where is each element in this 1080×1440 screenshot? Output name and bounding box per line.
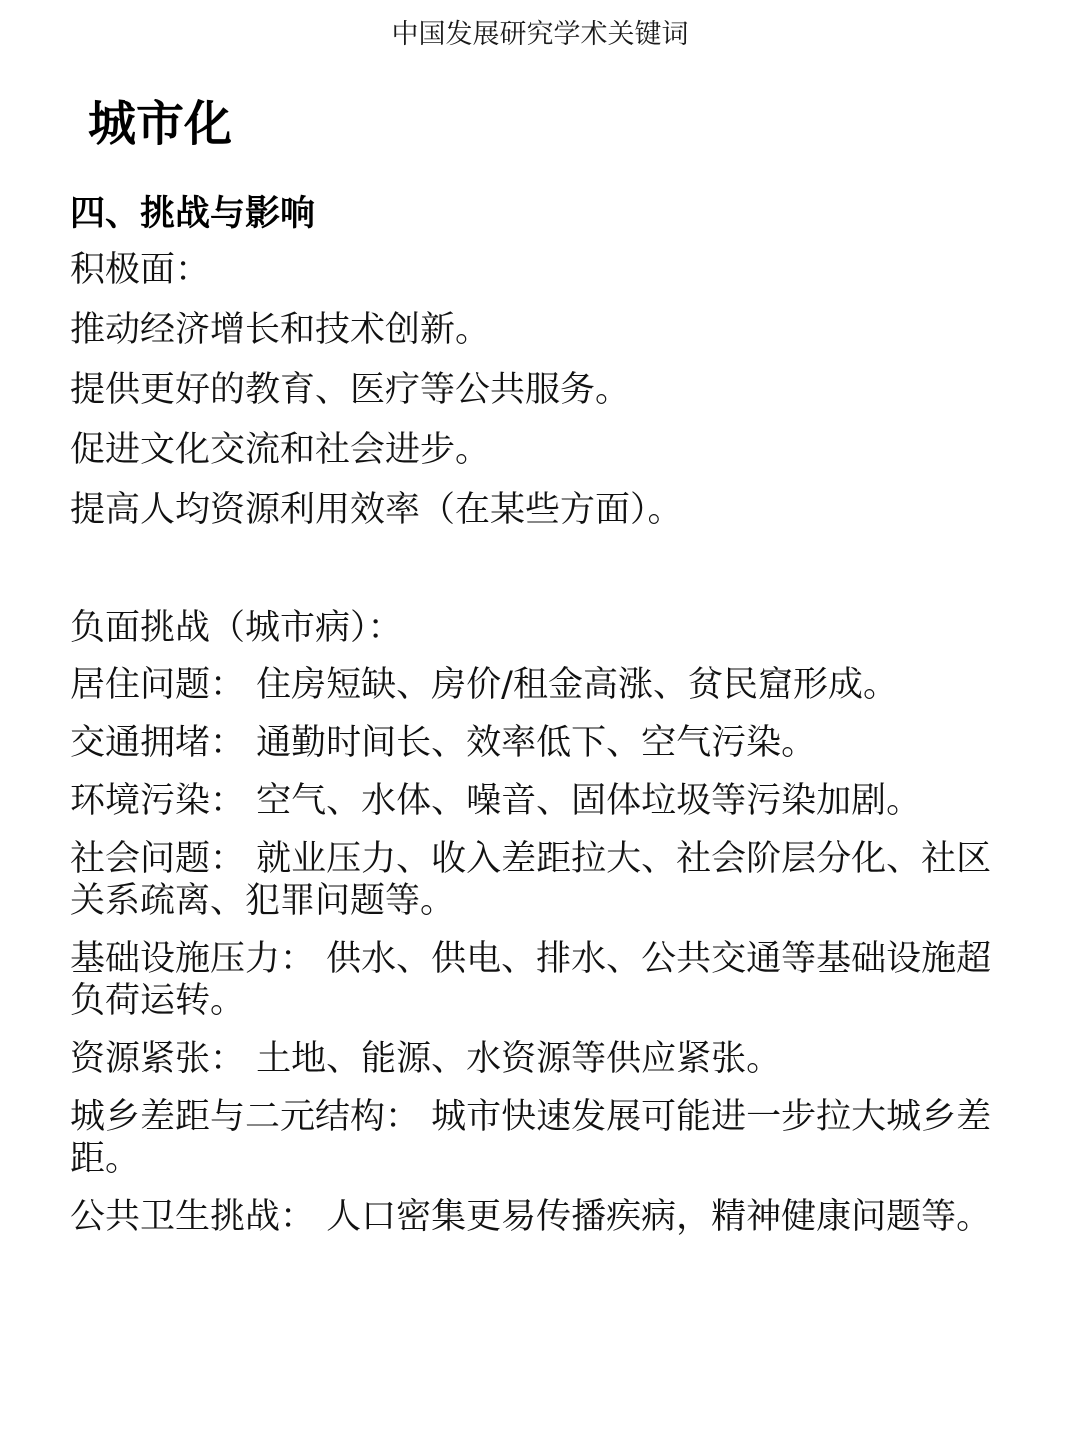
item-text: 土地、能源、水资源等供应紧张。 [256,1039,782,1079]
item-term: 交通拥堵： [70,723,246,763]
spacer [70,546,1020,604]
positive-item: 提供更好的教育、医疗等公共服务。 [70,370,631,410]
negative-item [70,664,1020,706]
negative-item [70,780,1020,822]
page-title: 城市化 [88,96,233,152]
item-term: 资源紧张： [70,1039,246,1079]
positive-item: 促进文化交流和社会进步。 [70,430,491,470]
item-term: 基础设施压力： [70,939,316,979]
item-text: 就业压力、收入差距拉大、社会阶层分化、社区关系疏离、犯罪问题等。 [70,839,992,921]
positive-item: 提高人均资源利用效率（在某些方面）。 [70,490,683,530]
item-text: 城市快速发展可能进一步拉大城乡差距。 [70,1097,992,1179]
negative-label: 负面挑战（城市病）： [70,608,403,648]
item-term: 居住问题： [70,665,246,705]
document-header: 中国发展研究学术关键词 [391,19,689,50]
item-text: 通勤时间长、效率低下、空气污染。 [256,723,817,763]
negative-item [70,1096,1020,1180]
item-text: 空气、水体、噪音、固体垃圾等污染加剧。 [256,781,922,821]
item-text: 住房短缺、房价/租金高涨、贫民窟形成。 [256,665,898,705]
negative-item [70,938,1020,1022]
item-text: 人口密集更易传播疾病，精神健康问题等。 [326,1197,992,1237]
positive-label: 积极面： [70,250,211,290]
negative-item [70,838,1020,922]
positive-item: 推动经济增长和技术创新。 [70,310,491,350]
document-body [70,190,1020,1254]
section-heading: 四、挑战与影响 [70,194,316,234]
negative-item [70,1196,1020,1238]
item-term: 环境污染： [70,781,246,821]
item-term: 公共卫生挑战： [70,1197,316,1237]
negative-item [70,1038,1020,1080]
item-term: 城乡差距与二元结构： [70,1097,421,1137]
item-term: 社会问题： [70,839,246,879]
item-text: 供水、供电、排水、公共交通等基础设施超负荷运转。 [70,939,992,1021]
negative-item [70,722,1020,764]
